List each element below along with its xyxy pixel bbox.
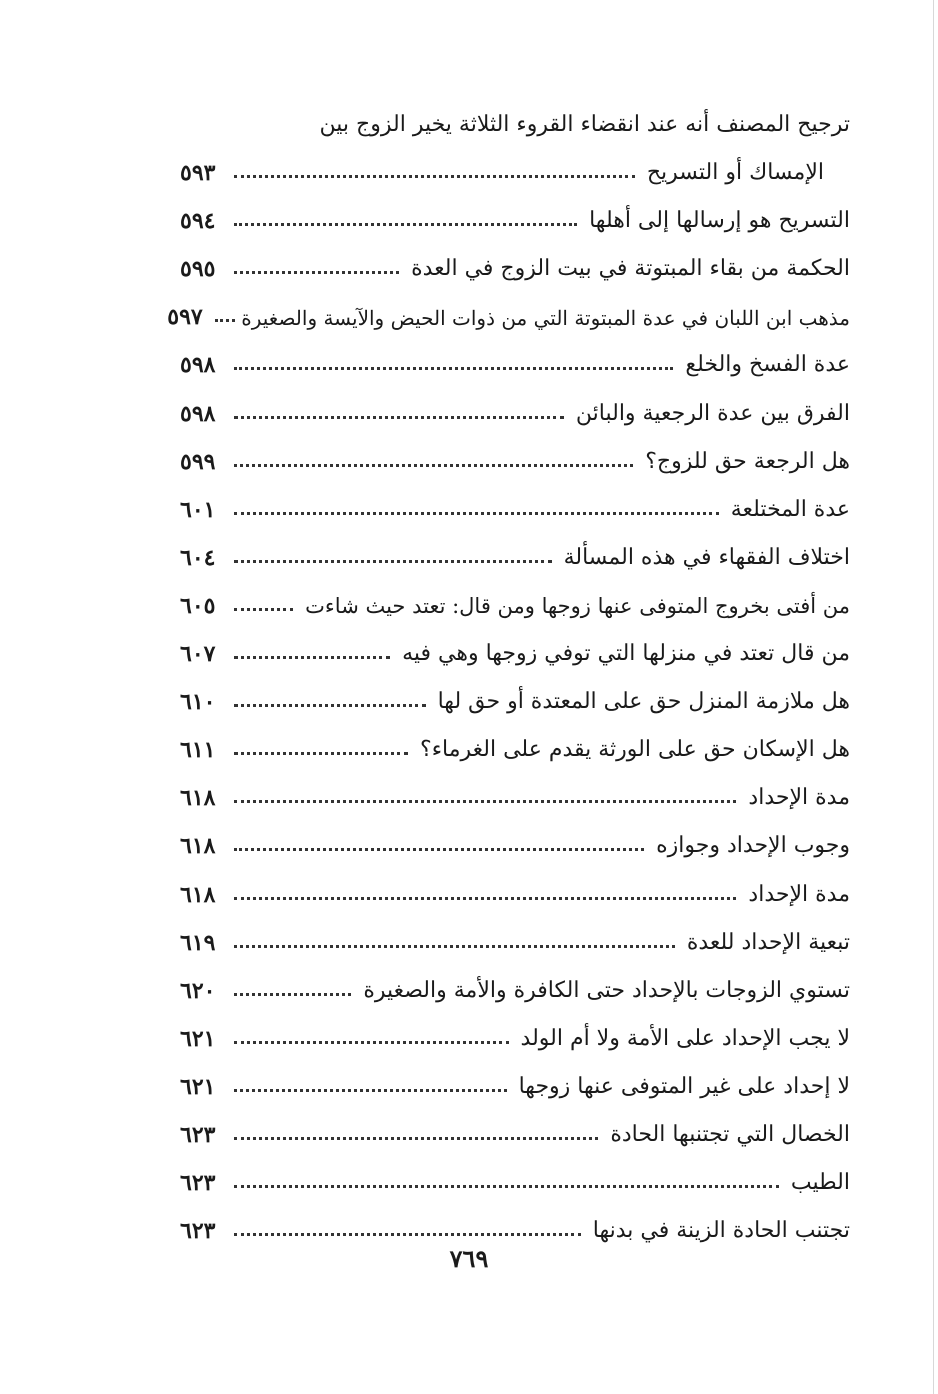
toc-entry-page: ٥٩٥ xyxy=(180,256,216,283)
leader-dots xyxy=(234,271,399,274)
leader-dots xyxy=(234,367,673,370)
leader-dots xyxy=(234,656,390,659)
toc-entry xyxy=(180,184,850,235)
toc-entry xyxy=(180,232,850,283)
toc-entry xyxy=(180,473,850,521)
toc-entry xyxy=(180,713,850,764)
toc-entry-title: من أفتى بخروج المتوفى عنها زوجها ومن قال: تعتد حيث شاءت xyxy=(305,593,850,618)
toc-entry-title: وجوب الإحداد وجوازه xyxy=(656,833,850,859)
toc-entry-title: الحكمة من بقاء المبتوتة في بيت الزوج في العدة xyxy=(411,256,850,282)
toc-entry-page: ٥٩٧ xyxy=(167,304,203,331)
toc-entry xyxy=(180,761,850,812)
toc-entry-page: ٦٠٥ xyxy=(180,592,216,619)
leader-dots xyxy=(234,416,564,419)
leader-dots xyxy=(234,1137,598,1140)
leader-dots xyxy=(234,512,719,515)
leader-dots xyxy=(234,1041,509,1044)
toc-entry-title: مدة الإحداد xyxy=(748,881,850,907)
toc-entry xyxy=(180,665,850,716)
toc-entry-title: هل الرجعة حق للزوج؟ xyxy=(645,448,850,474)
toc-entry xyxy=(180,1194,850,1245)
toc-heading-row xyxy=(180,96,850,136)
toc-entry-title: تبعية الإحداد للعدة xyxy=(686,929,850,955)
toc-entry xyxy=(180,1050,850,1098)
page-edge-line xyxy=(933,0,934,1394)
toc-entry-title: هل الإسكان حق على الورثة يقدم على الغرماء؟ xyxy=(420,737,850,763)
toc-entry xyxy=(180,328,850,379)
toc-entry-page: ٦٢٣ xyxy=(180,1170,216,1197)
toc-entry-title: مذهب ابن اللبان في عدة المبتوتة التي من ذوات الحيض والآيسة والصغيرة xyxy=(241,306,850,331)
toc-entry-title: الفرق بين عدة الرجعية والبائن xyxy=(575,400,850,426)
toc-entry-page: ٥٩٤ xyxy=(180,208,216,235)
leader-dots xyxy=(234,704,426,707)
toc-entry-page: ٦٢١ xyxy=(180,1073,216,1100)
toc-entry-page: ٦٠١ xyxy=(180,496,216,523)
leader-dots xyxy=(234,897,736,900)
toc-entry-page: ٦١٨ xyxy=(180,785,216,812)
toc-entry-page: ٦١٨ xyxy=(180,881,216,908)
toc-entry xyxy=(180,136,850,187)
leader-dots xyxy=(234,464,633,467)
toc-entry xyxy=(180,521,850,569)
table-of-contents xyxy=(167,96,850,1245)
toc-entry-title: الخصال التي تجتنبها الحادة xyxy=(610,1121,850,1147)
toc-entry-title: لا يجب الإحداد على الأمة ولا أم الولد xyxy=(520,1025,850,1051)
toc-entry-title: تستوي الزوجات بالإحداد حتى الكافرة والأمة والصغيرة xyxy=(363,977,850,1003)
toc-entry-title: مدة الإحداد xyxy=(748,785,850,811)
toc-entry-title: اختلاف الفقهاء في هذه المسألة xyxy=(563,544,850,570)
toc-entry xyxy=(180,569,850,617)
toc-entry-title: الإمساك أو التسريح xyxy=(646,160,824,186)
toc-entry xyxy=(180,809,850,860)
toc-entry xyxy=(180,1098,850,1146)
toc-entry-page: ٦٢٠ xyxy=(180,977,216,1004)
toc-entry-page: ٦١١ xyxy=(180,737,216,764)
leader-dots xyxy=(234,1185,779,1188)
toc-entry-title: عدة الفسخ والخلع xyxy=(685,352,850,378)
toc-entry-title: التسريح هو إرسالها إلى أهلها xyxy=(589,208,850,234)
leader-dots xyxy=(234,560,552,563)
leader-dots xyxy=(234,945,675,948)
toc-entry xyxy=(180,1146,850,1197)
toc-entry-page: ٥٩٨ xyxy=(180,400,216,427)
toc-entry-page: ٦١٠ xyxy=(180,689,216,716)
toc-entry xyxy=(180,857,850,908)
toc-entry-page: ٥٩٩ xyxy=(180,448,216,475)
toc-entry-page: ٦١٩ xyxy=(180,929,216,956)
leader-dots xyxy=(234,1233,581,1236)
leader-dots xyxy=(234,175,635,178)
toc-entry xyxy=(180,1002,850,1050)
toc-entry-page: ٦٢٣ xyxy=(180,1218,216,1245)
toc-entry-title: من قال تعتد في منزلها التي توفي زوجها وهي فيه xyxy=(402,641,850,667)
toc-entry xyxy=(180,425,850,473)
toc-entry-title: لا إحداد على غير المتوفى عنها زوجها xyxy=(518,1073,850,1099)
toc-entry-title: عدة المختلعة xyxy=(730,496,850,522)
leader-dots xyxy=(215,319,235,322)
toc-entry-title: هل ملازمة المنزل حق على المعتدة أو حق لها xyxy=(437,689,850,715)
toc-entry xyxy=(180,906,850,954)
toc-entry-page: ٦٠٤ xyxy=(180,544,216,571)
toc-entry xyxy=(180,617,850,668)
toc-entry-page: ٥٩٣ xyxy=(180,160,216,187)
leader-dots xyxy=(234,608,293,611)
toc-entry xyxy=(180,376,850,427)
toc-entry-page: ٦٢٣ xyxy=(180,1121,216,1148)
toc-entry-page: ٦١٨ xyxy=(180,833,216,860)
leader-dots xyxy=(234,1089,507,1092)
toc-entry-page: ٦٠٧ xyxy=(180,641,216,668)
toc-entry-page: ٥٩٨ xyxy=(180,352,216,379)
toc-entry-page: ٦٢١ xyxy=(180,1025,216,1052)
leader-dots xyxy=(234,752,408,755)
toc-entry xyxy=(167,280,850,331)
toc-entry-title: الطيب xyxy=(790,1170,850,1196)
leader-dots xyxy=(234,848,644,851)
toc-heading: ترجيح المصنف أنه عند انقضاء القروء الثلاثة يخير الزوج بين xyxy=(319,112,850,137)
leader-dots xyxy=(234,800,736,803)
toc-entry-title: تجتنب الحادة الزينة في بدنها xyxy=(592,1218,850,1244)
leader-dots xyxy=(234,223,577,226)
leader-dots xyxy=(234,993,351,996)
toc-entry xyxy=(180,954,850,1002)
page-number: ٧٦٩ xyxy=(449,1244,489,1273)
